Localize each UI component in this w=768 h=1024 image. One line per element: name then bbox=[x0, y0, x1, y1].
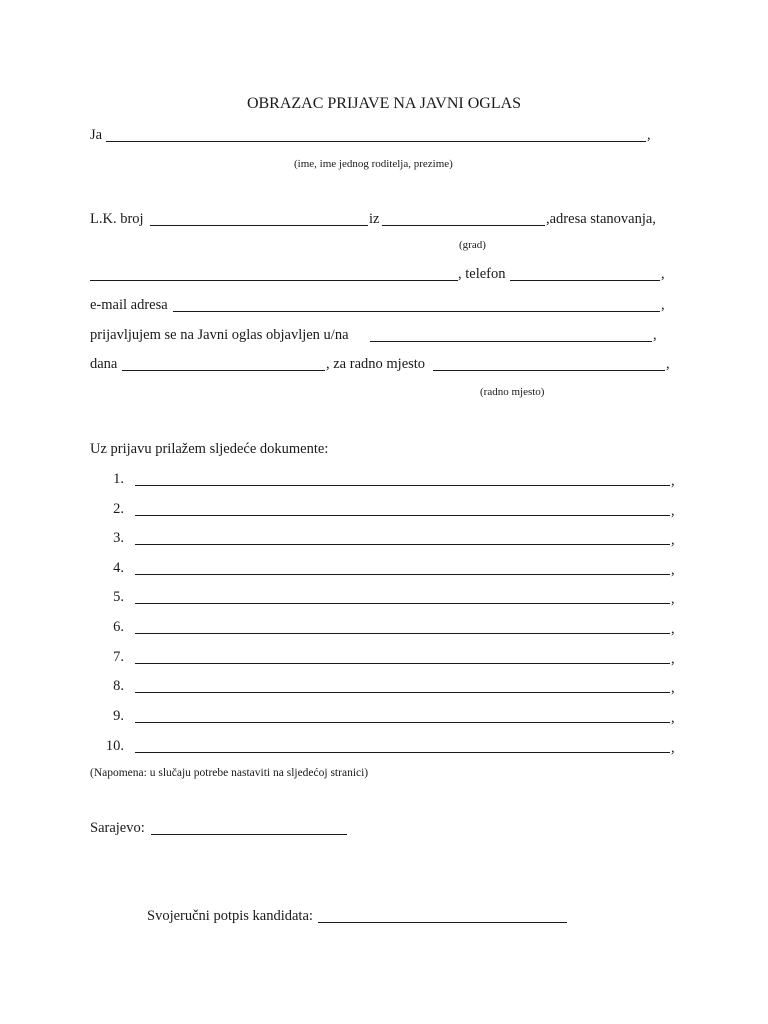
document-field-5[interactable] bbox=[135, 603, 670, 604]
grad-hint: (grad) bbox=[459, 239, 486, 251]
name-hint: (ime, ime jednog roditelja, prezime) bbox=[294, 158, 453, 170]
email-field[interactable] bbox=[173, 311, 660, 312]
list-item-number: 4. bbox=[113, 560, 124, 576]
lk-label: L.K. broj bbox=[90, 211, 144, 227]
list-item-trail: , bbox=[671, 651, 675, 667]
ja-trail: , bbox=[647, 127, 651, 143]
lk-number-field[interactable] bbox=[150, 225, 368, 226]
address-field[interactable] bbox=[90, 280, 458, 281]
telefon-trail: , bbox=[661, 266, 665, 282]
list-item-number: 10. bbox=[105, 738, 124, 754]
prijava-trail: , bbox=[653, 327, 657, 343]
name-field[interactable] bbox=[106, 141, 646, 142]
document-field-2[interactable] bbox=[135, 515, 670, 516]
list-item-number: 9. bbox=[113, 708, 124, 724]
ja-label: Ja bbox=[90, 127, 103, 143]
list-item-trail: , bbox=[671, 680, 675, 696]
signature-field[interactable] bbox=[318, 922, 567, 923]
document-field-3[interactable] bbox=[135, 544, 670, 545]
document-field-9[interactable] bbox=[135, 722, 670, 723]
list-item-number: 5. bbox=[113, 589, 124, 605]
document-field-6[interactable] bbox=[135, 633, 670, 634]
list-item-trail: , bbox=[671, 710, 675, 726]
list-item-number: 3. bbox=[113, 530, 124, 546]
page-title: OBRAZAC PRIJAVE NA JAVNI OGLAS bbox=[246, 95, 522, 112]
radno-hint: (radno mjesto) bbox=[480, 386, 545, 398]
document-field-1[interactable] bbox=[135, 485, 670, 486]
list-item-trail: , bbox=[671, 562, 675, 578]
document-field-7[interactable] bbox=[135, 663, 670, 664]
list-item-trail: , bbox=[671, 621, 675, 637]
telefon-field[interactable] bbox=[510, 280, 660, 281]
list-item-number: 1. bbox=[113, 471, 124, 487]
signature-label: Svojeručni potpis kandidata: bbox=[147, 908, 313, 924]
date-field[interactable] bbox=[122, 370, 325, 371]
adresa-label: ,adresa stanovanja, bbox=[546, 211, 656, 227]
list-item-number: 8. bbox=[113, 678, 124, 694]
documents-note: (Napomena: u slučaju potrebe nastaviti na sljedećoj stranici) bbox=[90, 767, 369, 779]
list-item-number: 2. bbox=[113, 501, 124, 517]
list-item-trail: , bbox=[671, 532, 675, 548]
dana-trail: , bbox=[666, 356, 670, 372]
position-field[interactable] bbox=[433, 370, 665, 371]
city-field[interactable] bbox=[382, 225, 545, 226]
sarajevo-label: Sarajevo: bbox=[90, 820, 145, 836]
list-item-trail: , bbox=[671, 503, 675, 519]
list-item-trail: , bbox=[671, 591, 675, 607]
email-label: e-mail adresa bbox=[90, 297, 168, 313]
email-trail: , bbox=[661, 297, 665, 313]
dana-label: dana bbox=[90, 356, 118, 372]
list-item-trail: , bbox=[671, 740, 675, 756]
document-field-10[interactable] bbox=[135, 752, 670, 753]
documents-intro: Uz prijavu prilažem sljedeće dokumente: bbox=[90, 441, 329, 457]
document-field-4[interactable] bbox=[135, 574, 670, 575]
radno-label: , za radno mjesto bbox=[326, 356, 426, 372]
iz-label: iz bbox=[369, 211, 380, 227]
list-item-trail: , bbox=[671, 473, 675, 489]
document-field-8[interactable] bbox=[135, 692, 670, 693]
list-item-number: 7. bbox=[113, 649, 124, 665]
telefon-label: , telefon bbox=[458, 266, 506, 282]
prijava-label: prijavljujem se na Javni oglas objavljen u/na bbox=[90, 327, 349, 343]
sarajevo-date-field[interactable] bbox=[151, 834, 347, 835]
oglas-source-field[interactable] bbox=[370, 341, 652, 342]
list-item-number: 6. bbox=[113, 619, 124, 635]
